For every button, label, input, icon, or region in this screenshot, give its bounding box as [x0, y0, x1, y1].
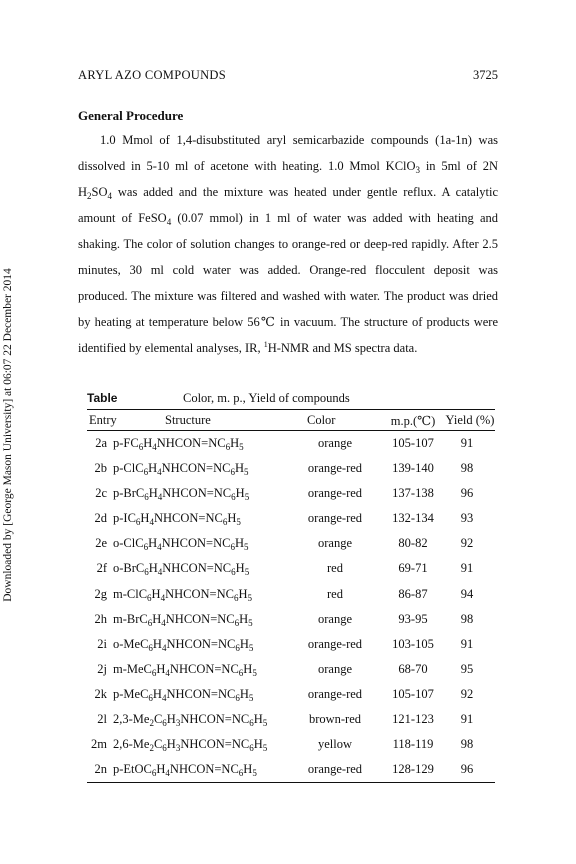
- table-row: [87, 506, 495, 531]
- paragraph-line: 1.0 Mmol of 1,4-disubstituted aryl semicarbazide compounds (1a-1n) was: [100, 133, 498, 147]
- cell-melting-point: 68-70: [398, 661, 428, 676]
- cell-structure: $2,6-Me_2C_6H_3NHCON=NC_6H_5$: [113, 737, 268, 754]
- cell-structure: $p-EtOC_6H_4NHCON=NC_6H_5$: [113, 762, 257, 779]
- cell-color: orange-red: [307, 486, 363, 501]
- cell-entry: 2d: [94, 511, 107, 526]
- header-yield: Yield (%): [445, 413, 495, 427]
- table-row: [87, 556, 495, 581]
- cell-entry: 2c: [95, 486, 107, 501]
- cell-entry: 2l: [97, 712, 107, 727]
- cell-melting-point: 69-71: [398, 561, 428, 576]
- cell-color: orange-red: [307, 762, 363, 777]
- cell-melting-point: 132-134: [392, 511, 434, 526]
- cell-entry: 2h: [94, 611, 107, 626]
- paragraph-line: by heating at temperature below 56℃ in vacuum. The structure of products were: [78, 315, 498, 329]
- cell-color: orange-red: [307, 461, 363, 476]
- cell-structure: $m-BrC_6H_4NHCON=NC_6H_5$: [113, 611, 253, 628]
- cell-entry: 2a: [95, 436, 107, 450]
- cell-structure: $p-FC_6H_4NHCON=NC_6H_5$: [113, 436, 244, 452]
- cell-entry: 2b: [94, 461, 107, 476]
- paragraph-line: identified by elemental analyses, IR, $^1$H-NMR and MS spectra data.: [78, 340, 418, 355]
- cell-color: red: [327, 561, 343, 576]
- cell-entry: 2f: [96, 561, 107, 576]
- cell-melting-point: 139-140: [392, 461, 434, 476]
- table-row: [87, 657, 495, 682]
- cell-color: orange: [317, 611, 352, 626]
- cell-melting-point: 80-82: [398, 536, 428, 551]
- download-watermark: Downloaded by [George Mason University] at 06:07 22 December 2014: [2, 268, 14, 602]
- cell-entry: 2n: [94, 762, 107, 777]
- table-row: [87, 481, 495, 506]
- cell-entry: 2i: [97, 636, 107, 651]
- cell-color: orange: [317, 661, 352, 676]
- cell-color: orange: [317, 436, 352, 450]
- cell-color: orange-red: [307, 636, 363, 651]
- cell-yield: 96: [460, 762, 474, 777]
- cell-yield: 96: [460, 486, 474, 501]
- cell-structure: $2,3-Me_2C_6H_3NHCON=NC_6H_5$: [113, 712, 268, 729]
- table-label: Table: [87, 391, 118, 405]
- cell-melting-point: 128-129: [392, 762, 434, 777]
- table-row: [87, 582, 495, 607]
- cell-melting-point: 93-95: [398, 611, 428, 626]
- cell-structure: $o-BrC_6H_4NHCON=NC_6H_5$: [113, 561, 250, 578]
- table-row: [87, 757, 495, 782]
- paragraph-line: amount of FeSO$_4$ (0.07 mmol) in 1 ml of water was added with heating and: [78, 211, 498, 227]
- cell-entry: 2j: [97, 661, 107, 676]
- cell-structure: $p-ClC_6H_4NHCON=NC_6H_5$: [113, 461, 249, 478]
- cell-color: brown-red: [308, 712, 362, 727]
- cell-color: orange-red: [307, 686, 363, 701]
- cell-color: red: [327, 586, 343, 601]
- cell-color: yellow: [317, 737, 353, 752]
- procedure-paragraph: [78, 127, 498, 361]
- results-table: [87, 391, 495, 783]
- cell-yield: 98: [460, 611, 474, 626]
- cell-melting-point: 137-138: [392, 486, 434, 501]
- table-row: [87, 607, 495, 632]
- table-row: [87, 682, 495, 707]
- cell-structure: $p-MeC_6H_4NHCON=NC_6H_5$: [113, 686, 254, 703]
- cell-structure: $m-MeC_6H_4NHCON=NC_6H_5$: [113, 661, 257, 678]
- table-header-row: [87, 410, 495, 430]
- cell-entry: 2m: [91, 737, 107, 752]
- cell-yield: 92: [460, 536, 474, 551]
- table-row: [87, 431, 495, 456]
- header-melting-point: m.p.(℃): [390, 414, 436, 428]
- cell-structure: $m-ClC_6H_4NHCON=NC_6H_5$: [113, 586, 252, 603]
- cell-yield: 95: [460, 661, 474, 676]
- cell-structure: $o-ClC_6H_4NHCON=NC_6H_5$: [113, 536, 249, 553]
- table-row: [87, 632, 495, 657]
- cell-yield: 92: [460, 686, 474, 701]
- table-title: Color, m. p., Yield of compounds: [183, 391, 350, 405]
- cell-color: orange-red: [307, 511, 363, 526]
- cell-melting-point: 118-119: [392, 737, 434, 752]
- cell-structure: $p-IC_6H_4NHCON=NC_6H_5$: [113, 511, 241, 528]
- cell-yield: 91: [460, 712, 474, 727]
- paragraph-line: shaking. The color of solution changes to orange-red or deep-red rapidly. After 2.5: [78, 237, 498, 251]
- table-caption: [87, 391, 495, 409]
- cell-structure: $o-MeC_6H_4NHCON=NC_6H_5$: [113, 636, 254, 653]
- header-entry: Entry: [89, 413, 117, 427]
- table-row: [87, 732, 495, 757]
- cell-melting-point: 103-105: [392, 636, 434, 651]
- cell-yield: 91: [460, 561, 474, 576]
- cell-yield: 94: [460, 586, 474, 601]
- running-header: ARYL AZO COMPOUNDS: [78, 68, 227, 82]
- paragraph-line: $H_2SO_4$ was added and the mixture was heated under gentle reflux. A catalytic: [78, 185, 498, 201]
- table-row: [87, 456, 495, 481]
- header-color: Color: [307, 413, 336, 427]
- table-row: [87, 707, 495, 732]
- section-title: General Procedure: [78, 108, 184, 123]
- cell-structure: $p-BrC_6H_4NHCON=NC_6H_5$: [113, 486, 250, 503]
- cell-melting-point: 86-87: [398, 586, 428, 601]
- table-row: [87, 531, 495, 556]
- cell-color: orange: [317, 536, 352, 551]
- paragraph-line: produced. The mixture was filtered and washed with water. The product was dried: [78, 289, 498, 303]
- cell-entry: 2k: [94, 686, 107, 701]
- table-body: [87, 431, 495, 782]
- cell-yield: 91: [460, 436, 474, 450]
- cell-yield: 98: [460, 737, 474, 752]
- cell-melting-point: 105-107: [392, 436, 434, 450]
- cell-yield: 91: [460, 636, 474, 651]
- cell-melting-point: 121-123: [392, 712, 434, 727]
- paragraph-line: dissolved in 5-10 ml of acetone with heating. 1.0 Mmol KClO$_3$ in 5ml of 2N: [78, 159, 498, 175]
- table-bottom-rule: [87, 782, 495, 783]
- cell-yield: 98: [460, 461, 474, 476]
- cell-melting-point: 105-107: [392, 686, 434, 701]
- cell-entry: 2e: [95, 536, 107, 551]
- paragraph-line: minutes, 30 ml cold water was added. Orange-red flocculent deposit was: [78, 263, 498, 277]
- page-number: 3725: [473, 68, 498, 82]
- cell-entry: 2g: [94, 586, 107, 601]
- header-structure: Structure: [165, 413, 211, 427]
- cell-yield: 93: [460, 511, 474, 526]
